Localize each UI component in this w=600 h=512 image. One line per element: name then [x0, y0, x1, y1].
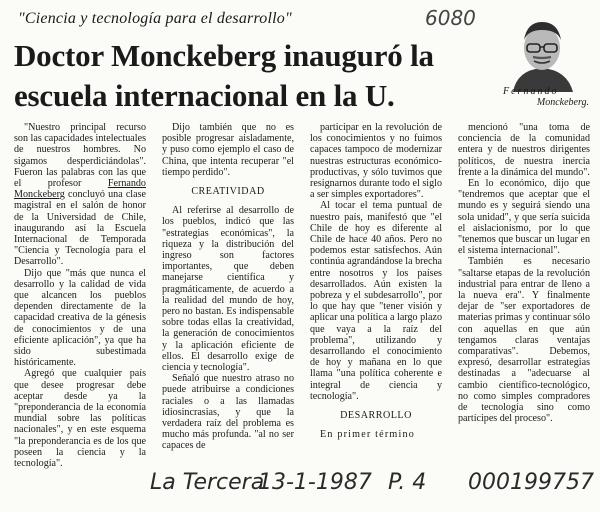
paragraph: En primer término [320, 429, 415, 441]
handwritten-page: P. 4 [388, 470, 427, 495]
paragraph: mencionó "una toma de conciencia de la comunidad entera y de nuestros dirigentes políticos, de nuestra inercia frente a la dinámica del mundo". [458, 122, 590, 178]
column-1 [14, 122, 146, 469]
underlined-name: Fernando Monckeberg [14, 178, 146, 201]
column-3 [310, 122, 442, 440]
paragraph: Dijo también que no es posible progresar aisladamente, y puso como ejemplo el caso de China, que intenta recuperar "el tiempo perdido". [162, 122, 294, 178]
paragraph: Dijo que "más que nunca el desarrollo y la calidad de vida que alcancen los pueblos dependen directamente de la capacidad creativa de la génesis de conocimientos y de una eficiente aplicación", ya que ha sido subestimada históricamente. [14, 267, 146, 369]
caption-line: Fernando [503, 86, 559, 97]
paragraph: Agregó que cualquier país que desee progresar debe aceptar desde ya la "preponderancia de la economía mundial sobre las políticas nacionales", y en este esquema "la preponderancia es de los que poseen la ciencia y la tecnología". [14, 368, 146, 470]
handwritten-code: 000199757 [468, 470, 594, 495]
caption-line: Monckeberg. [536, 97, 589, 108]
paragraph: En lo económico, dijo que "tendremos que aceptar que el mundo es y seguirá siendo una sola unidad", y que sería suicida el aislacionismo, por lo que "tenemos que buscar un lugar en el sistema internacional". [458, 178, 590, 257]
paragraph: Al tocar el tema puntual de nuestro país, manifestó que "el Chile de hoy es diferente al Chile de hace 40 años. Pero no podemos estar satisfechos. Aún continúa agrandándose la brecha entre nosotros y los países desarrollados. Aún existen la pobreza y el subdesarrollo", por lo que hay que "tener visión y aplicar una política a largo plazo que vaya a la raíz del problema", utilizando y desarrollando el conocimiento de hoy y mañana en lo que llama "una política coherente e integral de ciencia y tecnología". [310, 200, 442, 402]
paragraph [14, 122, 146, 268]
kicker: "Ciencia y tecnología para el desarrollo" [18, 10, 292, 27]
handwritten-date: 13-1-1987 [258, 470, 372, 495]
paragraph: Al referirse al desarrollo de los pueblos, indicó que las "estrategias económicas", la riqueza y la distribución del ingreso son factores importantes, que deben manejarse científica y pragmáticamente, de acuerdo a la realidad del mundo de hoy, pero no bastan. Es indispensable sobre todas ellas la creatividad, la generación de conocimientos y la aplicación eficiente de ellos. El desarrollo exige de ciencia y tecnología". [162, 205, 294, 374]
text-run: concluyó una clase magistral en el salón de honor de la Universidad de Chile, inaugurando así la Escuela Internacional de Temporada "Ciencia y Tecnología para el Desarrollo". [14, 189, 146, 268]
subheading-desarrollo: DESARROLLO [340, 410, 412, 422]
portrait-photo [503, 12, 581, 92]
subheading-creatividad: CREATIVIDAD [191, 186, 265, 198]
column-2 [162, 122, 294, 452]
article-body [14, 122, 592, 470]
headline: Doctor Monckeberg inauguró la escuela internacional en la U. [14, 38, 434, 113]
handwritten-source: La Tercera [150, 470, 265, 495]
column-4 [458, 122, 590, 424]
handwritten-ref-number: 6080 [425, 6, 476, 30]
paragraph: Señaló que nuestro atraso no puede atribuirse a condiciones raciales o a las llamadas idiosincrasias, y que la verdadera raíz del problema es mucho más profunda. "al no ser capaces de [162, 373, 294, 452]
text-run: "Nuestro principal recurso son las capacidades intelectuales de nuestros hombres. No sigamos desperdiciándolas". Fueron las palabras con las que el profesor [14, 122, 147, 190]
paragraph: También es necesario "saltarse etapas de la revolución industrial para entrar de lleno a la nueva era". Y finalmente dejar de "ser exportadores de materias primas y continuar sólo con aquellas en que aún tengamos claras ventajas comparativas". Debemos, expresó, desarrollar estrategias destinadas a "adecuarse al cambio científico-tecnológico, no como simples compradores de tecnología sino como partícipes del proceso". [458, 256, 590, 425]
photo-caption [503, 86, 589, 108]
paragraph: participar en la revolución de los conocimientos y no fuimos capaces tampoco de modernizar nuestras estructuras económico-productivas, y sólo tuvimos que resignarnos durante todo el siglo a ser simples exportadores". [310, 122, 442, 201]
